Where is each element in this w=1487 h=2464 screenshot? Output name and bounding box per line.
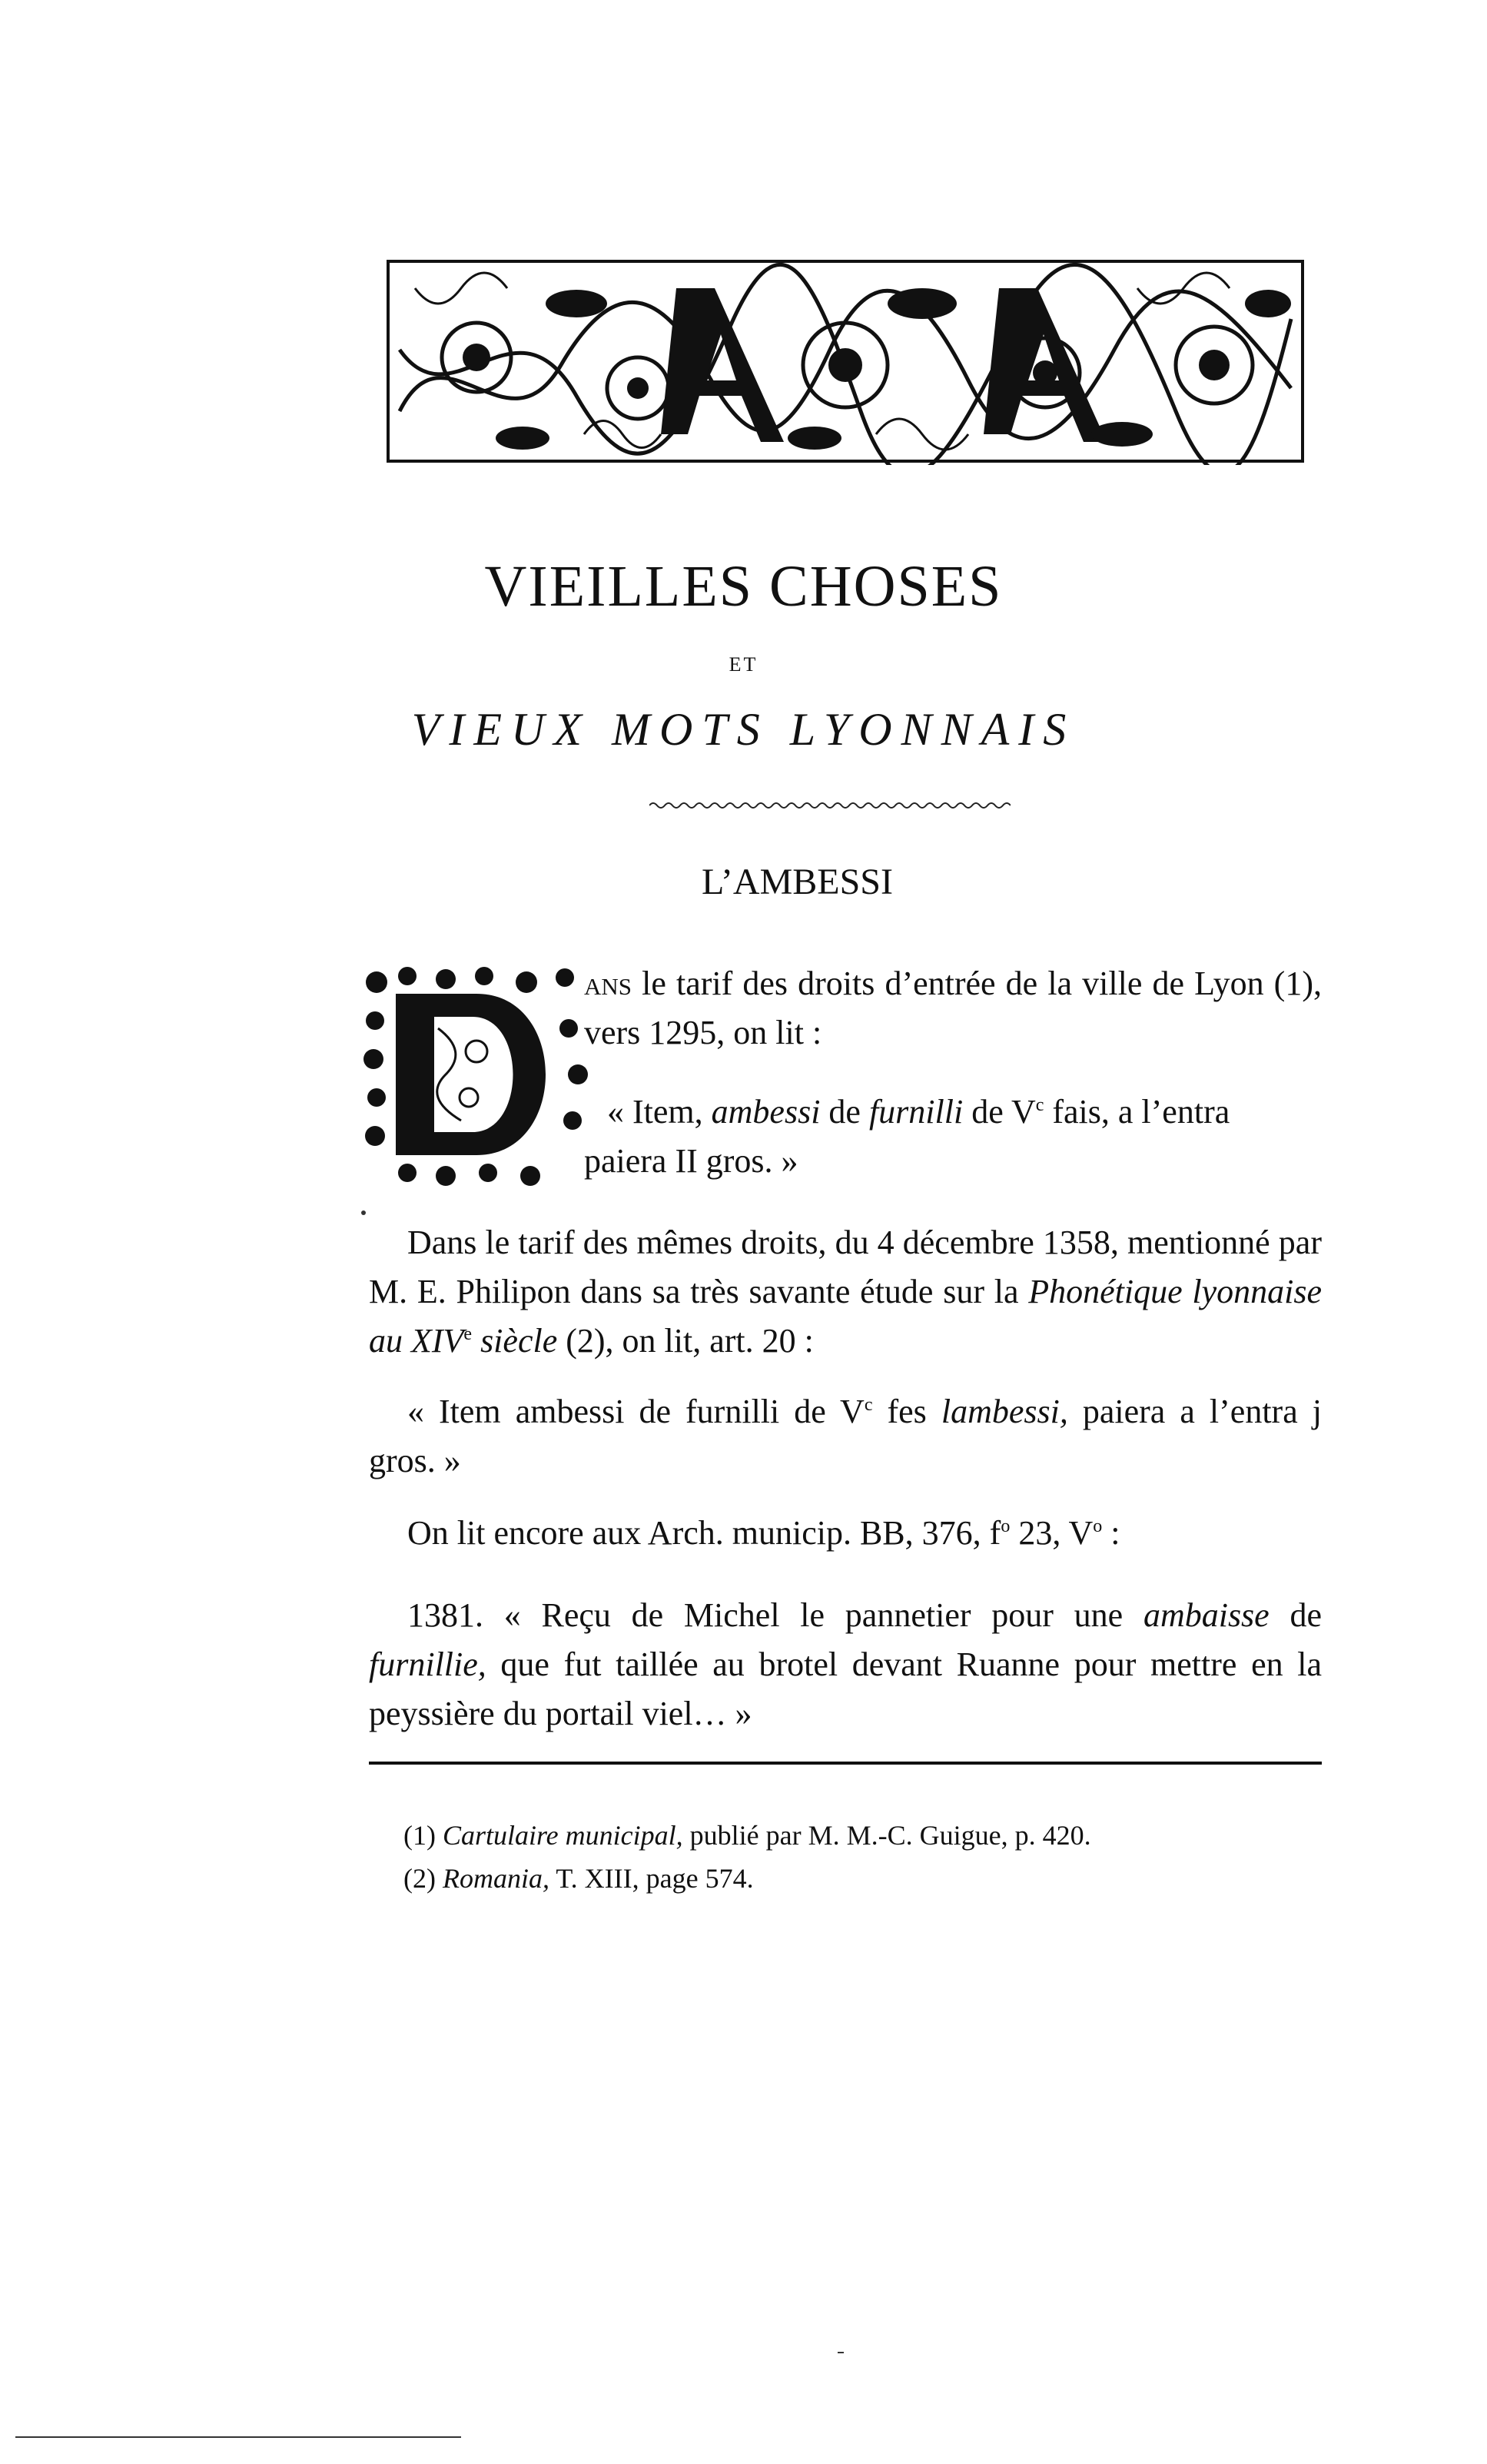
p2-part1: Dans le tarif des mêmes droits, du 4 décembre 1358, mentionné par M. E. Philipon dans sa très savante étude sur la	[369, 1224, 1322, 1310]
paragraph-3	[369, 1509, 1322, 1558]
paragraph-2	[369, 1218, 1322, 1366]
decorated-initial	[361, 959, 599, 1190]
dropcap-d-engraving	[361, 959, 599, 1190]
scan-mark	[15, 2436, 461, 2438]
p3-sup1: o	[1001, 1516, 1011, 1536]
footnote-rule	[369, 1762, 1322, 1765]
footnote-1-number: (1)	[403, 1820, 443, 1851]
p4-furnillie: furnillie,	[369, 1645, 486, 1683]
p3-sup2: o	[1093, 1516, 1103, 1536]
quote1-mid2: de V	[963, 1093, 1036, 1131]
opening-smallcaps: ans	[584, 965, 632, 1002]
opening-paragraph	[584, 959, 1322, 1058]
quote2-lambessi: lambessi,	[941, 1393, 1068, 1430]
footnote-1-text: publié par M. M.-C. Guigue, p. 420.	[682, 1820, 1091, 1851]
p4-part2: de	[1269, 1596, 1322, 1634]
p2-work-title-end: siècle	[472, 1322, 558, 1360]
quote1-open: « Item,	[607, 1093, 712, 1131]
footnote-1	[403, 1814, 1249, 1857]
title-conjunction: ET	[729, 653, 758, 676]
p3-part1: On lit encore aux Arch. municip. BB, 376, f	[407, 1514, 1001, 1552]
quote1-ambessi: ambessi	[711, 1093, 821, 1131]
page-subtitle: VIEUX MOTS LYONNAIS	[411, 704, 1076, 755]
p3-part3: :	[1102, 1514, 1120, 1552]
p4-ambaisse: ambaisse	[1143, 1596, 1270, 1634]
footnote-1-title: Cartulaire municipal,	[442, 1820, 683, 1851]
quote1-sup: c	[1035, 1095, 1044, 1115]
ornamental-headpiece	[384, 257, 1306, 465]
quote1-mid1: de	[820, 1093, 869, 1131]
quote1-furnilli: furnilli	[868, 1093, 964, 1131]
p2-work-sup: e	[463, 1324, 473, 1344]
decorative-rule	[649, 799, 1011, 812]
page-title: VIEILLES CHOSES	[484, 554, 1003, 619]
section-heading: L’AMBESSI	[702, 862, 893, 902]
footnote-2-number: (2)	[403, 1863, 443, 1894]
footnotes	[403, 1814, 1249, 1900]
footnote-2	[403, 1857, 1249, 1900]
quote1-end2: paiera II gros. »	[584, 1142, 798, 1180]
p4-part3: que fut taillée au brotel devant Ruanne pour mettre en la peyssière du portail viel… »	[369, 1645, 1322, 1732]
paragraph-4	[369, 1591, 1322, 1738]
quote2-part2: fes	[872, 1393, 941, 1430]
scan-dot	[361, 1210, 366, 1215]
quote2-part1: « Item ambessi de furnilli de V	[407, 1393, 865, 1430]
p3-part2: 23, V	[1010, 1514, 1094, 1552]
scan-dot	[838, 2352, 844, 2353]
quotation-2	[369, 1387, 1322, 1486]
p2-work-title: Phonétique lyonnaise au XIV	[369, 1273, 1322, 1360]
footnote-2-title: Romania,	[442, 1863, 549, 1894]
quote2-part3: paiera a l’entra j gros. »	[369, 1393, 1322, 1479]
headpiece-engraving	[384, 257, 1306, 465]
opening-text: le tarif des droits d’entrée de la ville de Lyon (1), vers 1295, on lit :	[584, 965, 1322, 1051]
footnote-2-text: T. XIII, page 574.	[549, 1863, 754, 1894]
quote2-sup: c	[864, 1395, 873, 1415]
quote1-end1: fais, a l’entra	[1044, 1093, 1230, 1131]
p2-part2: (2), on lit, art. 20 :	[557, 1322, 814, 1360]
quotation-1	[584, 1088, 1322, 1186]
p4-part1: 1381. « Reçu de Michel le pannetier pour une	[407, 1596, 1143, 1634]
